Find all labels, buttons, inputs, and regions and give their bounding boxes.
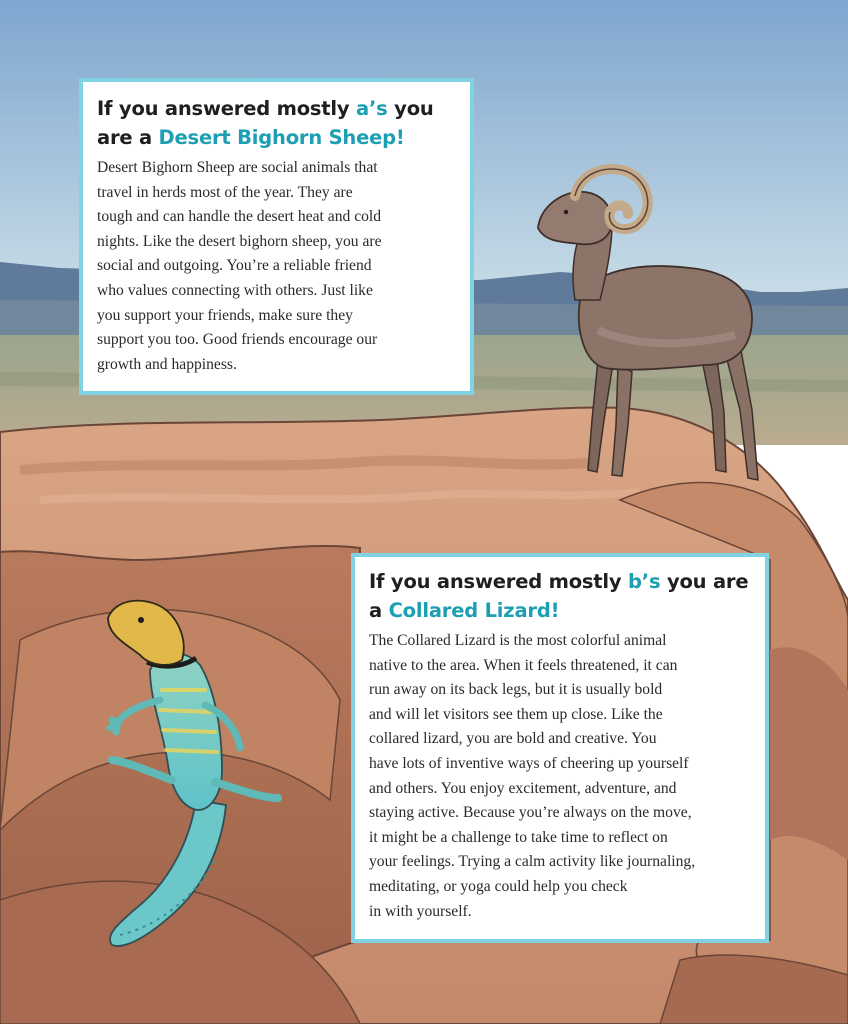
body-line: in with yourself. bbox=[369, 902, 472, 920]
body-line: meditating, or yoga could help you check bbox=[369, 877, 628, 895]
card-heading bbox=[369, 567, 751, 625]
result-card-bighorn-sheep bbox=[79, 78, 474, 395]
card-heading bbox=[97, 94, 456, 152]
heading-text: a bbox=[369, 599, 389, 622]
card-body bbox=[97, 156, 456, 377]
heading-text: are a bbox=[97, 126, 159, 149]
body-line: who values connecting with others. Just like bbox=[97, 281, 373, 299]
body-line: travel in herds most of the year. They are bbox=[97, 183, 353, 201]
body-line: The Collared Lizard is the most colorful animal bbox=[369, 632, 667, 649]
body-line: you support your friends, make sure they bbox=[97, 306, 353, 324]
card-body bbox=[369, 629, 751, 924]
body-line: collared lizard, you are bold and creative. You bbox=[369, 730, 657, 748]
body-line: support you too. Good friends encourage our bbox=[97, 331, 378, 349]
body-line: and others. You enjoy excitement, adventure, and bbox=[369, 779, 677, 797]
body-line: run away on its back legs, but it is usually bold bbox=[369, 681, 663, 699]
body-line: and will let visitors see them up close. Like the bbox=[369, 705, 663, 723]
animal-name-highlight: Collared Lizard! bbox=[388, 599, 560, 622]
body-line: social and outgoing. You’re a reliable friend bbox=[97, 257, 372, 275]
body-line: staying active. Because you’re always on the move, bbox=[369, 804, 692, 822]
body-line: nights. Like the desert bighorn sheep, you are bbox=[97, 232, 382, 250]
answer-highlight: b’s bbox=[628, 570, 661, 593]
body-line: your feelings. Trying a calm activity like journaling, bbox=[369, 853, 696, 871]
heading-text: you bbox=[387, 97, 434, 120]
body-line: native to the area. When it feels threatened, it can bbox=[369, 656, 678, 674]
heading-text: If you answered mostly bbox=[97, 97, 357, 120]
body-line: it might be a challenge to take time to reflect on bbox=[369, 828, 668, 846]
body-line: growth and happiness. bbox=[97, 355, 237, 373]
heading-text: If you answered mostly bbox=[369, 570, 629, 593]
animal-name-highlight: Desert Bighorn Sheep! bbox=[158, 126, 405, 149]
body-line: Desert Bighorn Sheep are social animals that bbox=[97, 159, 378, 176]
heading-text: you are bbox=[660, 570, 749, 593]
answer-highlight: a’s bbox=[356, 97, 388, 120]
body-line: tough and can handle the desert heat and cold bbox=[97, 208, 382, 226]
result-card-collared-lizard bbox=[351, 553, 769, 943]
body-line: have lots of inventive ways of cheering up yourself bbox=[369, 754, 689, 772]
